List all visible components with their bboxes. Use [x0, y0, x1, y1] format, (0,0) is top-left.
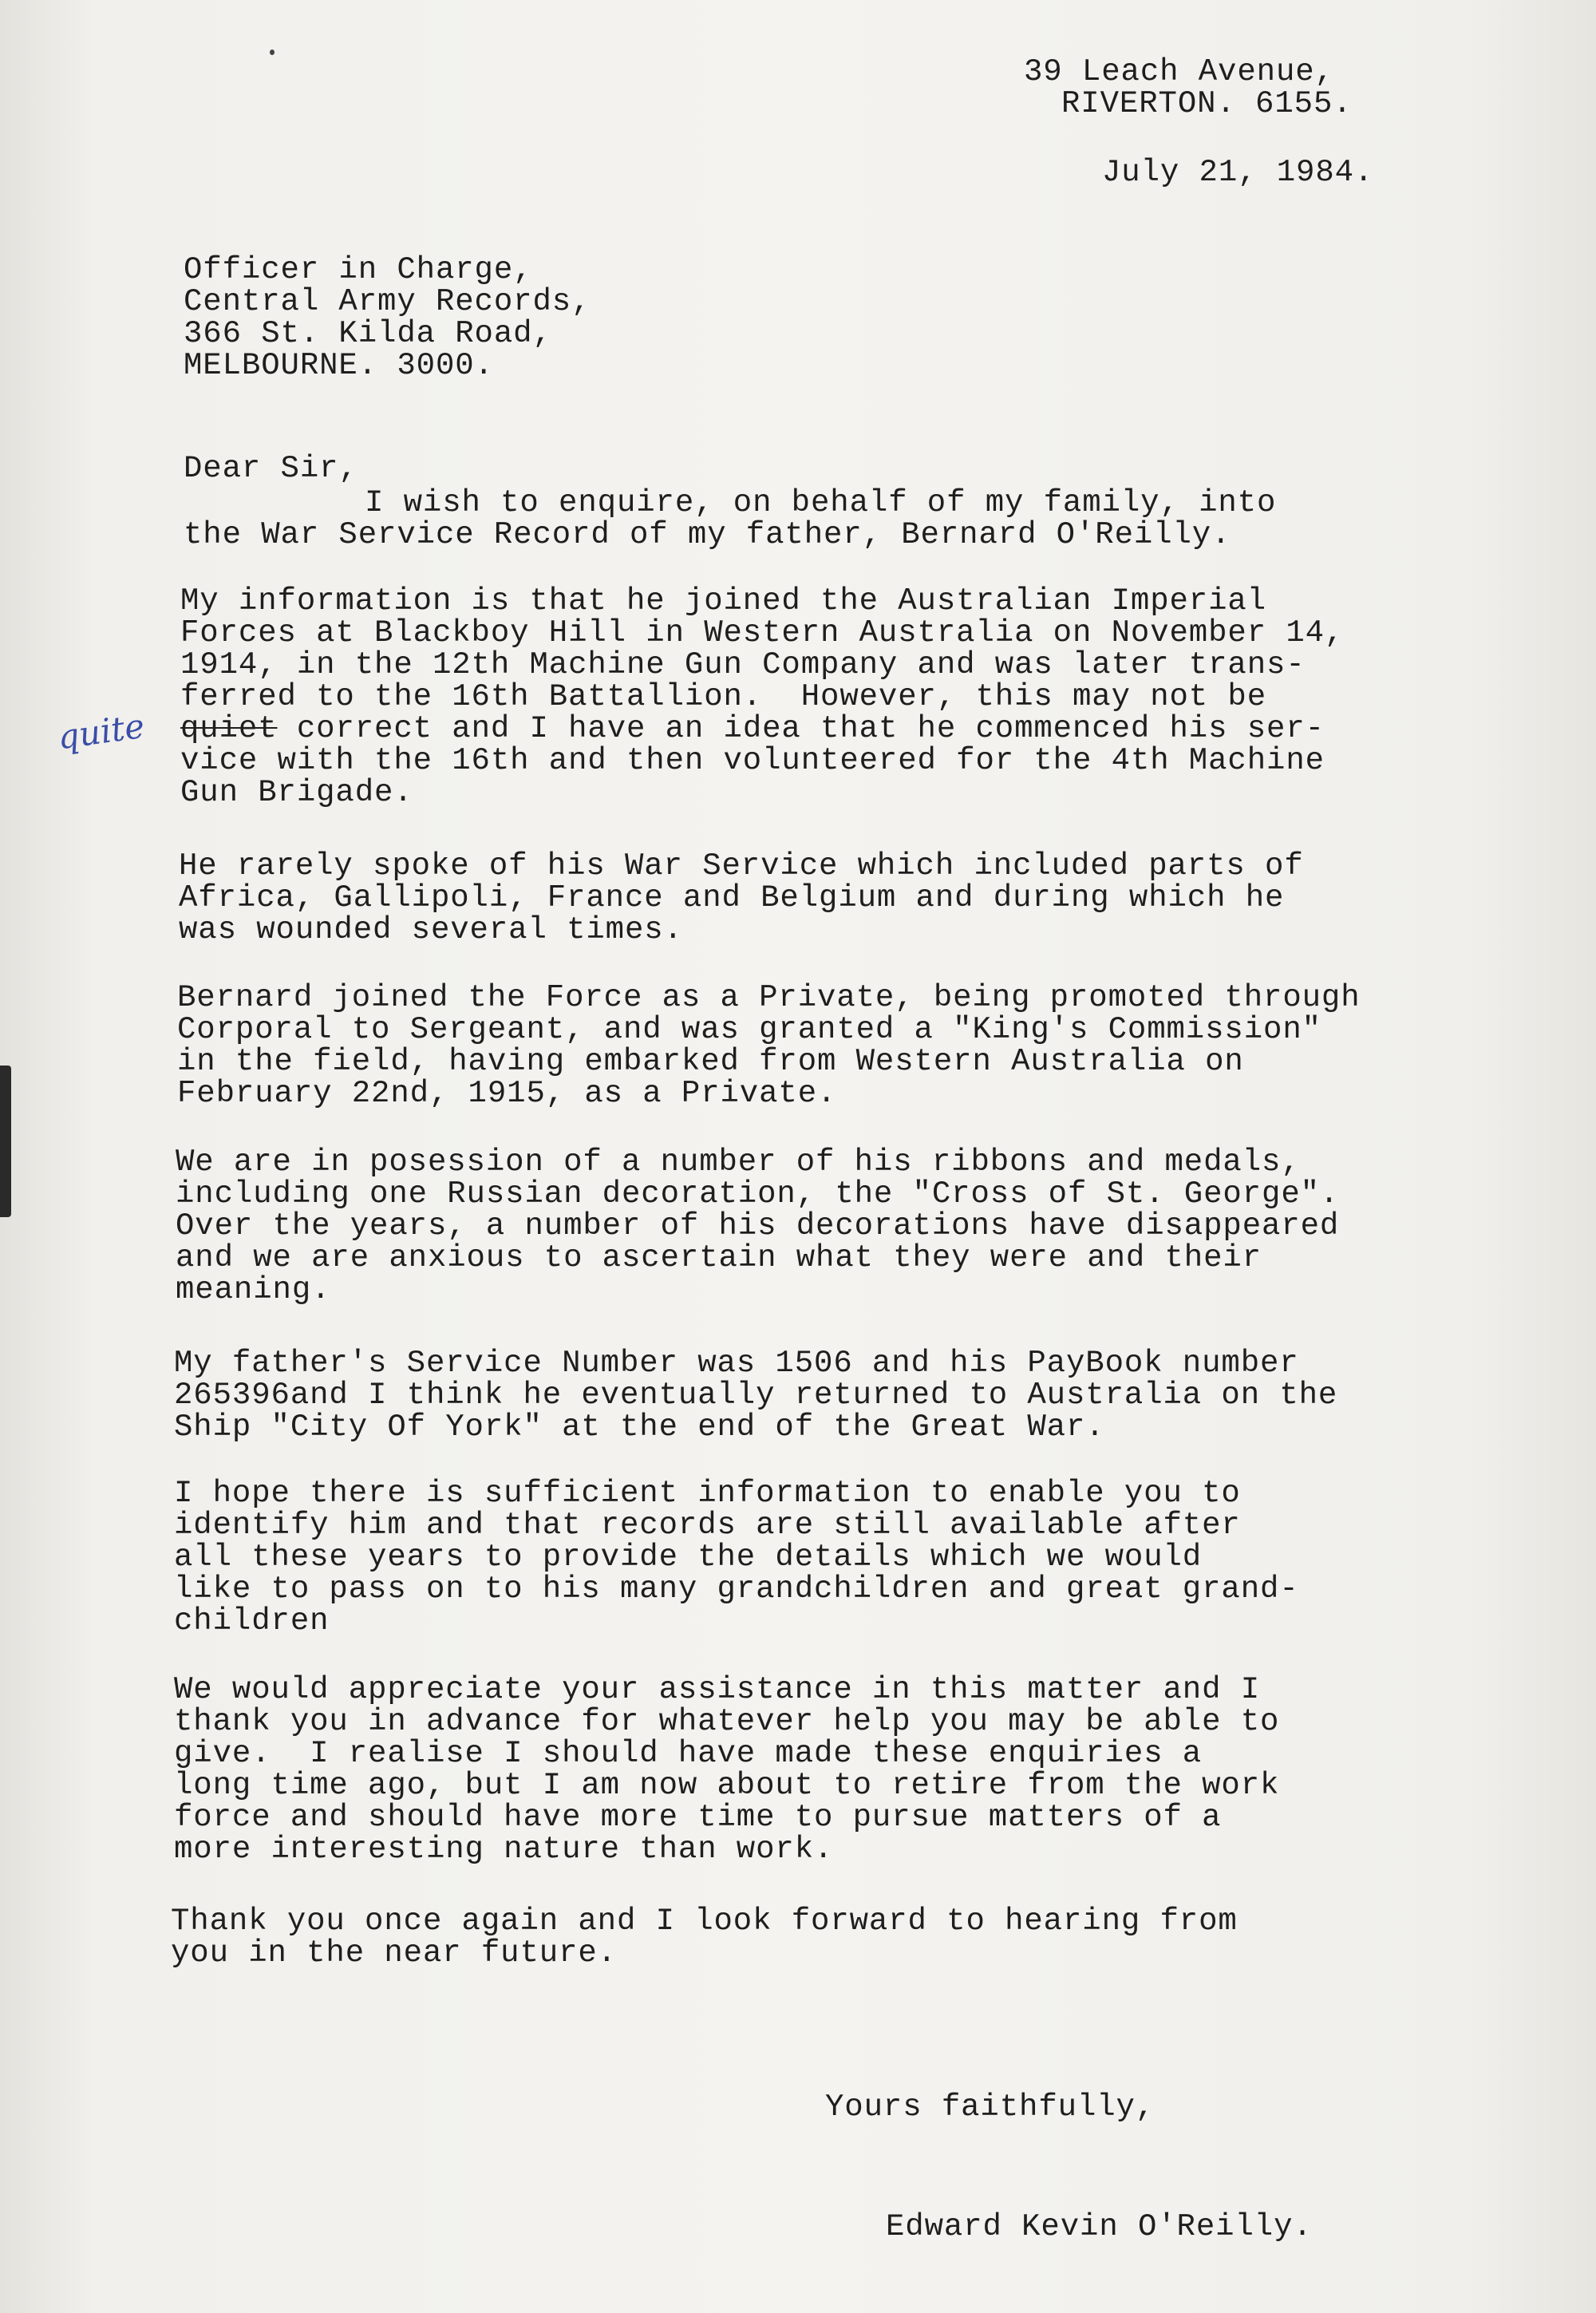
recipient-line-1: Officer in Charge, [184, 252, 533, 287]
signature-name: Edward Kevin O'Reilly. [886, 2209, 1313, 2244]
p8-line-6: more interesting nature than work. [174, 1832, 834, 1867]
p9-line-2: you in the near future. [171, 1935, 617, 1971]
p2-line-4: ferred to the 16th Battallion. However, this may not be [180, 679, 1267, 714]
p8-line-2: thank you in advance for whatever help you may be able to [174, 1704, 1280, 1739]
p7-line-5: children [174, 1603, 330, 1639]
p5-line-2: including one Russian decoration, the "Cross of St. George". [176, 1176, 1340, 1212]
p7-line-3: all these years to provide the details which we would [174, 1540, 1203, 1575]
p9-line-1: Thank you once again and I look forward to hearing from [171, 1904, 1238, 1939]
recipient-line-3: 366 St. Kilda Road, [184, 316, 552, 351]
p2-line-7: Gun Brigade. [180, 775, 413, 810]
recipient-line-4: MELBOURNE. 3000. [184, 348, 494, 383]
p8-line-4: long time ago, but I am now about to retire from the work [174, 1768, 1280, 1803]
p8-line-5: force and should have more time to pursue matters of a [174, 1800, 1222, 1835]
p7-line-4: like to pass on to his many grandchildren and great grand- [174, 1572, 1299, 1607]
p6-line-2: 265396and I think he eventually returned to Australia on the [174, 1378, 1338, 1413]
p7-line-1: I hope there is sufficient information to enable you to [174, 1476, 1241, 1511]
p5-line-1: We are in posession of a number of his ribbons and medals, [176, 1145, 1301, 1180]
p1-line-1: I wish to enquire, on behalf of my family, into [365, 485, 1277, 520]
closing: Yours faithfully, [825, 2090, 1156, 2125]
p7-line-2: identify him and that records are still available after [174, 1508, 1241, 1543]
p6-line-3: Ship "City Of York" at the end of the Great War. [174, 1410, 1105, 1445]
p1-line-2: the War Service Record of my father, Bernard O'Reilly. [184, 517, 1231, 552]
p2-line-5 [180, 713, 1325, 745]
sender-suburb: RIVERTON. 6155. [1061, 86, 1353, 121]
sender-street: 39 Leach Avenue, [1024, 54, 1334, 89]
p8-line-1: We would appreciate your assistance in this matter and I [174, 1672, 1261, 1707]
handwritten-correction: quite [55, 706, 147, 757]
p4-line-1: Bernard joined the Force as a Private, being promoted through [177, 980, 1361, 1015]
p2-line-5-rest: correct and I have an idea that he commenced his ser- [277, 711, 1325, 746]
p5-line-5: meaning. [176, 1272, 331, 1307]
p2-line-2: Forces at Blackboy Hill in Western Australia on November 14, [180, 615, 1345, 650]
p3-line-1: He rarely spoke of his War Service which included parts of [179, 848, 1304, 884]
p4-line-3: in the field, having embarked from Western Australia on [177, 1044, 1244, 1079]
p2-line-6: vice with the 16th and then volunteered for the 4th Machine [180, 743, 1325, 778]
recipient-line-2: Central Army Records, [184, 284, 591, 319]
p4-line-4: February 22nd, 1915, as a Private. [177, 1076, 837, 1111]
salutation: Dear Sir, [184, 451, 358, 486]
p2-line-3: 1914, in the 12th Machine Gun Company and was later trans- [180, 647, 1306, 682]
p6-line-1: My father's Service Number was 1506 and his PayBook number [174, 1346, 1299, 1381]
p2-line-1: My information is that he joined the Australian Imperial [180, 583, 1267, 619]
letter-date: July 21, 1984. [1102, 155, 1374, 190]
p5-line-3: Over the years, a number of his decorations have disappeared [176, 1208, 1340, 1243]
ink-spot [270, 49, 275, 55]
binder-edge-mark [0, 1066, 11, 1217]
p8-line-3: give. I realise I should have made these enquiries a [174, 1736, 1203, 1771]
p3-line-3: was wounded several times. [179, 912, 683, 947]
p4-line-2: Corporal to Sergeant, and was granted a "King's Commission" [177, 1012, 1321, 1047]
p3-line-2: Africa, Gallipoli, France and Belgium and during which he [179, 880, 1285, 915]
p5-line-4: and we are anxious to ascertain what they were and their [176, 1240, 1262, 1275]
struck-word: quiet [180, 711, 278, 746]
